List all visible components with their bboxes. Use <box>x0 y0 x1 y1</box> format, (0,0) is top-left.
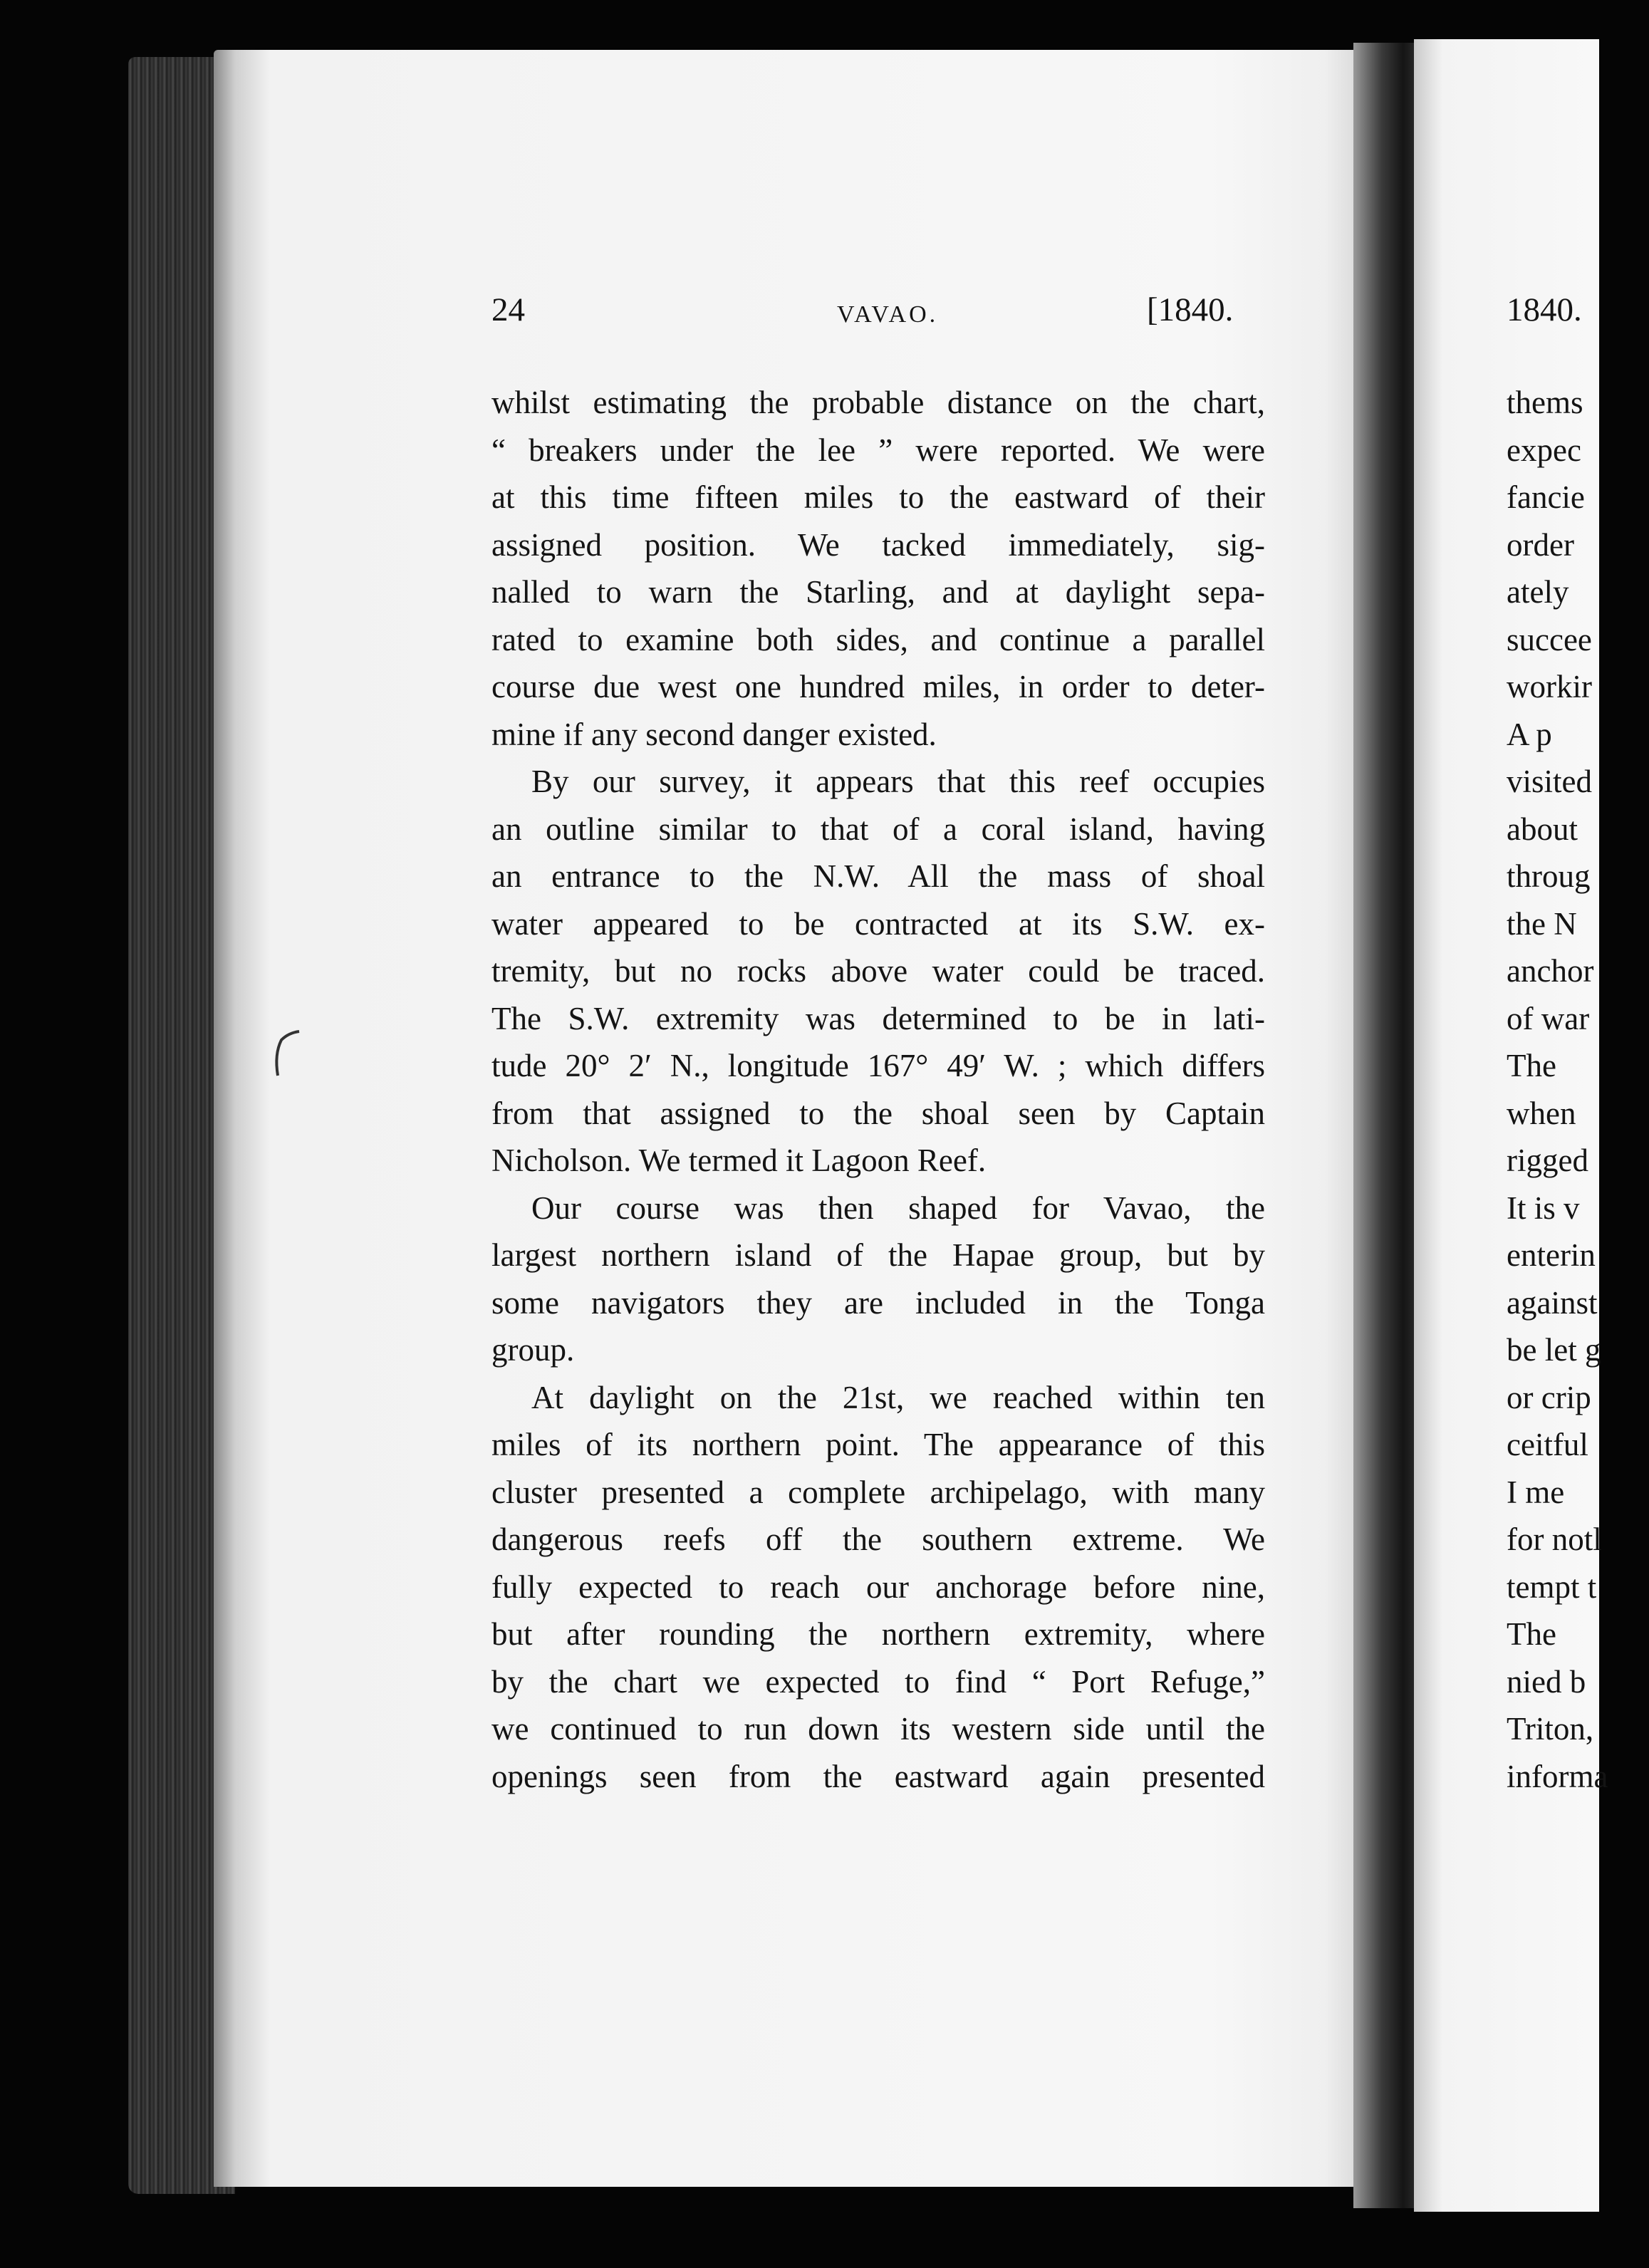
text-fragment: be let g <box>1507 1332 1601 1368</box>
text-line: tude 20° 2′ N., longitude 167° 49′ W. ; which differs <box>491 1048 1265 1083</box>
text-fragment: fancie <box>1507 479 1585 515</box>
text-line: we continued to run down its western side until the <box>491 1711 1265 1747</box>
text-fragment: expec <box>1507 432 1581 468</box>
text-fragment: nied b <box>1507 1663 1586 1700</box>
text-fragment: succee <box>1507 621 1592 657</box>
text-fragment: about <box>1507 811 1578 847</box>
text-line: by the chart we expected to find “ Port Refuge,” <box>491 1663 1265 1700</box>
text-line: Our course was then shaped for Vavao, the <box>531 1190 1265 1226</box>
text-line: openings seen from the eastward again presented <box>491 1758 1265 1794</box>
text-line: The S.W. extremity was determined to be in lati- <box>491 1000 1265 1036</box>
text-fragment: enterin <box>1507 1237 1596 1273</box>
text-fragment: visited <box>1507 764 1592 799</box>
text-line: At daylight on the 21st, we reached within ten <box>531 1379 1265 1415</box>
text-line: from that assigned to the shoal seen by Captain <box>491 1095 1265 1131</box>
running-year: [1840. <box>1147 291 1234 328</box>
body-text <box>491 379 1265 1800</box>
text-fragment: workir <box>1507 669 1592 704</box>
text-line: By our survey, it appears that this reef occupies <box>531 764 1265 799</box>
text-fragment: when <box>1507 1095 1576 1131</box>
text-line: water appeared to be contracted at its S.W. ex- <box>491 905 1265 942</box>
text-line: an entrance to the N.W. All the mass of shoal <box>491 858 1265 894</box>
right-page-text <box>1507 379 1649 1800</box>
text-fragment: of war <box>1507 1000 1590 1036</box>
right-page-year: 1840. <box>1507 291 1582 328</box>
text-fragment: It is v <box>1507 1190 1580 1226</box>
text-fragment: informa <box>1507 1758 1608 1794</box>
text-line: cluster presented a complete archipelago, with many <box>491 1474 1265 1510</box>
text-line: group. <box>491 1332 575 1368</box>
margin-pencil-mark <box>264 1026 306 1083</box>
text-fragment: The <box>1507 1048 1556 1083</box>
book-gutter <box>1353 43 1417 2208</box>
text-line: fully expected to reach our anchorage before nine, <box>491 1569 1265 1605</box>
text-line: “ breakers under the lee ” were reported. We were <box>491 432 1265 468</box>
text-line: mine if any second danger existed. <box>491 716 937 752</box>
text-fragment: A p <box>1507 716 1552 752</box>
text-line: course due west one hundred miles, in order to deter- <box>491 669 1265 704</box>
text-line: nalled to warn the Starling, and at daylight sepa- <box>491 574 1265 610</box>
text-fragment: rigged <box>1507 1143 1588 1178</box>
text-line: largest northern island of the Hapae group, but by <box>491 1237 1265 1273</box>
text-line: rated to examine both sides, and continue a parallel <box>491 621 1265 657</box>
text-line: but after rounding the northern extremity, where <box>491 1616 1265 1652</box>
text-fragment: tempt t <box>1507 1569 1597 1605</box>
text-fragment: throug <box>1507 858 1591 894</box>
text-fragment: The <box>1507 1616 1556 1652</box>
page-number: 24 <box>491 291 525 328</box>
text-fragment: ceitful <box>1507 1427 1588 1462</box>
text-line: at this time fifteen miles to the eastward of their <box>491 479 1265 515</box>
text-fragment: or crip <box>1507 1379 1591 1415</box>
text-fragment: Triton, <box>1507 1711 1594 1747</box>
text-line: an outline similar to that of a coral island, having <box>491 811 1265 847</box>
text-fragment: anchor <box>1507 953 1594 989</box>
text-line: some navigators they are included in the Tonga <box>491 1284 1265 1321</box>
text-fragment: I me <box>1507 1474 1565 1510</box>
running-title: VAVAO. <box>837 301 939 328</box>
text-fragment: the N <box>1507 905 1577 942</box>
text-fragment: for notl <box>1507 1521 1602 1557</box>
text-line: Nicholson. We termed it Lagoon Reef. <box>491 1143 987 1178</box>
text-line: dangerous reefs off the southern extreme. We <box>491 1521 1265 1557</box>
text-fragment: thems <box>1507 385 1583 420</box>
text-line: assigned position. We tacked immediately, sig- <box>491 526 1265 563</box>
text-fragment: against <box>1507 1284 1598 1321</box>
text-line: whilst estimating the probable distance on the chart, <box>491 385 1265 420</box>
text-line: tremity, but no rocks above water could be traced. <box>491 953 1265 989</box>
text-fragment: ately <box>1507 574 1569 610</box>
text-fragment: order <box>1507 526 1574 563</box>
text-line: miles of its northern point. The appearance of this <box>491 1427 1265 1462</box>
